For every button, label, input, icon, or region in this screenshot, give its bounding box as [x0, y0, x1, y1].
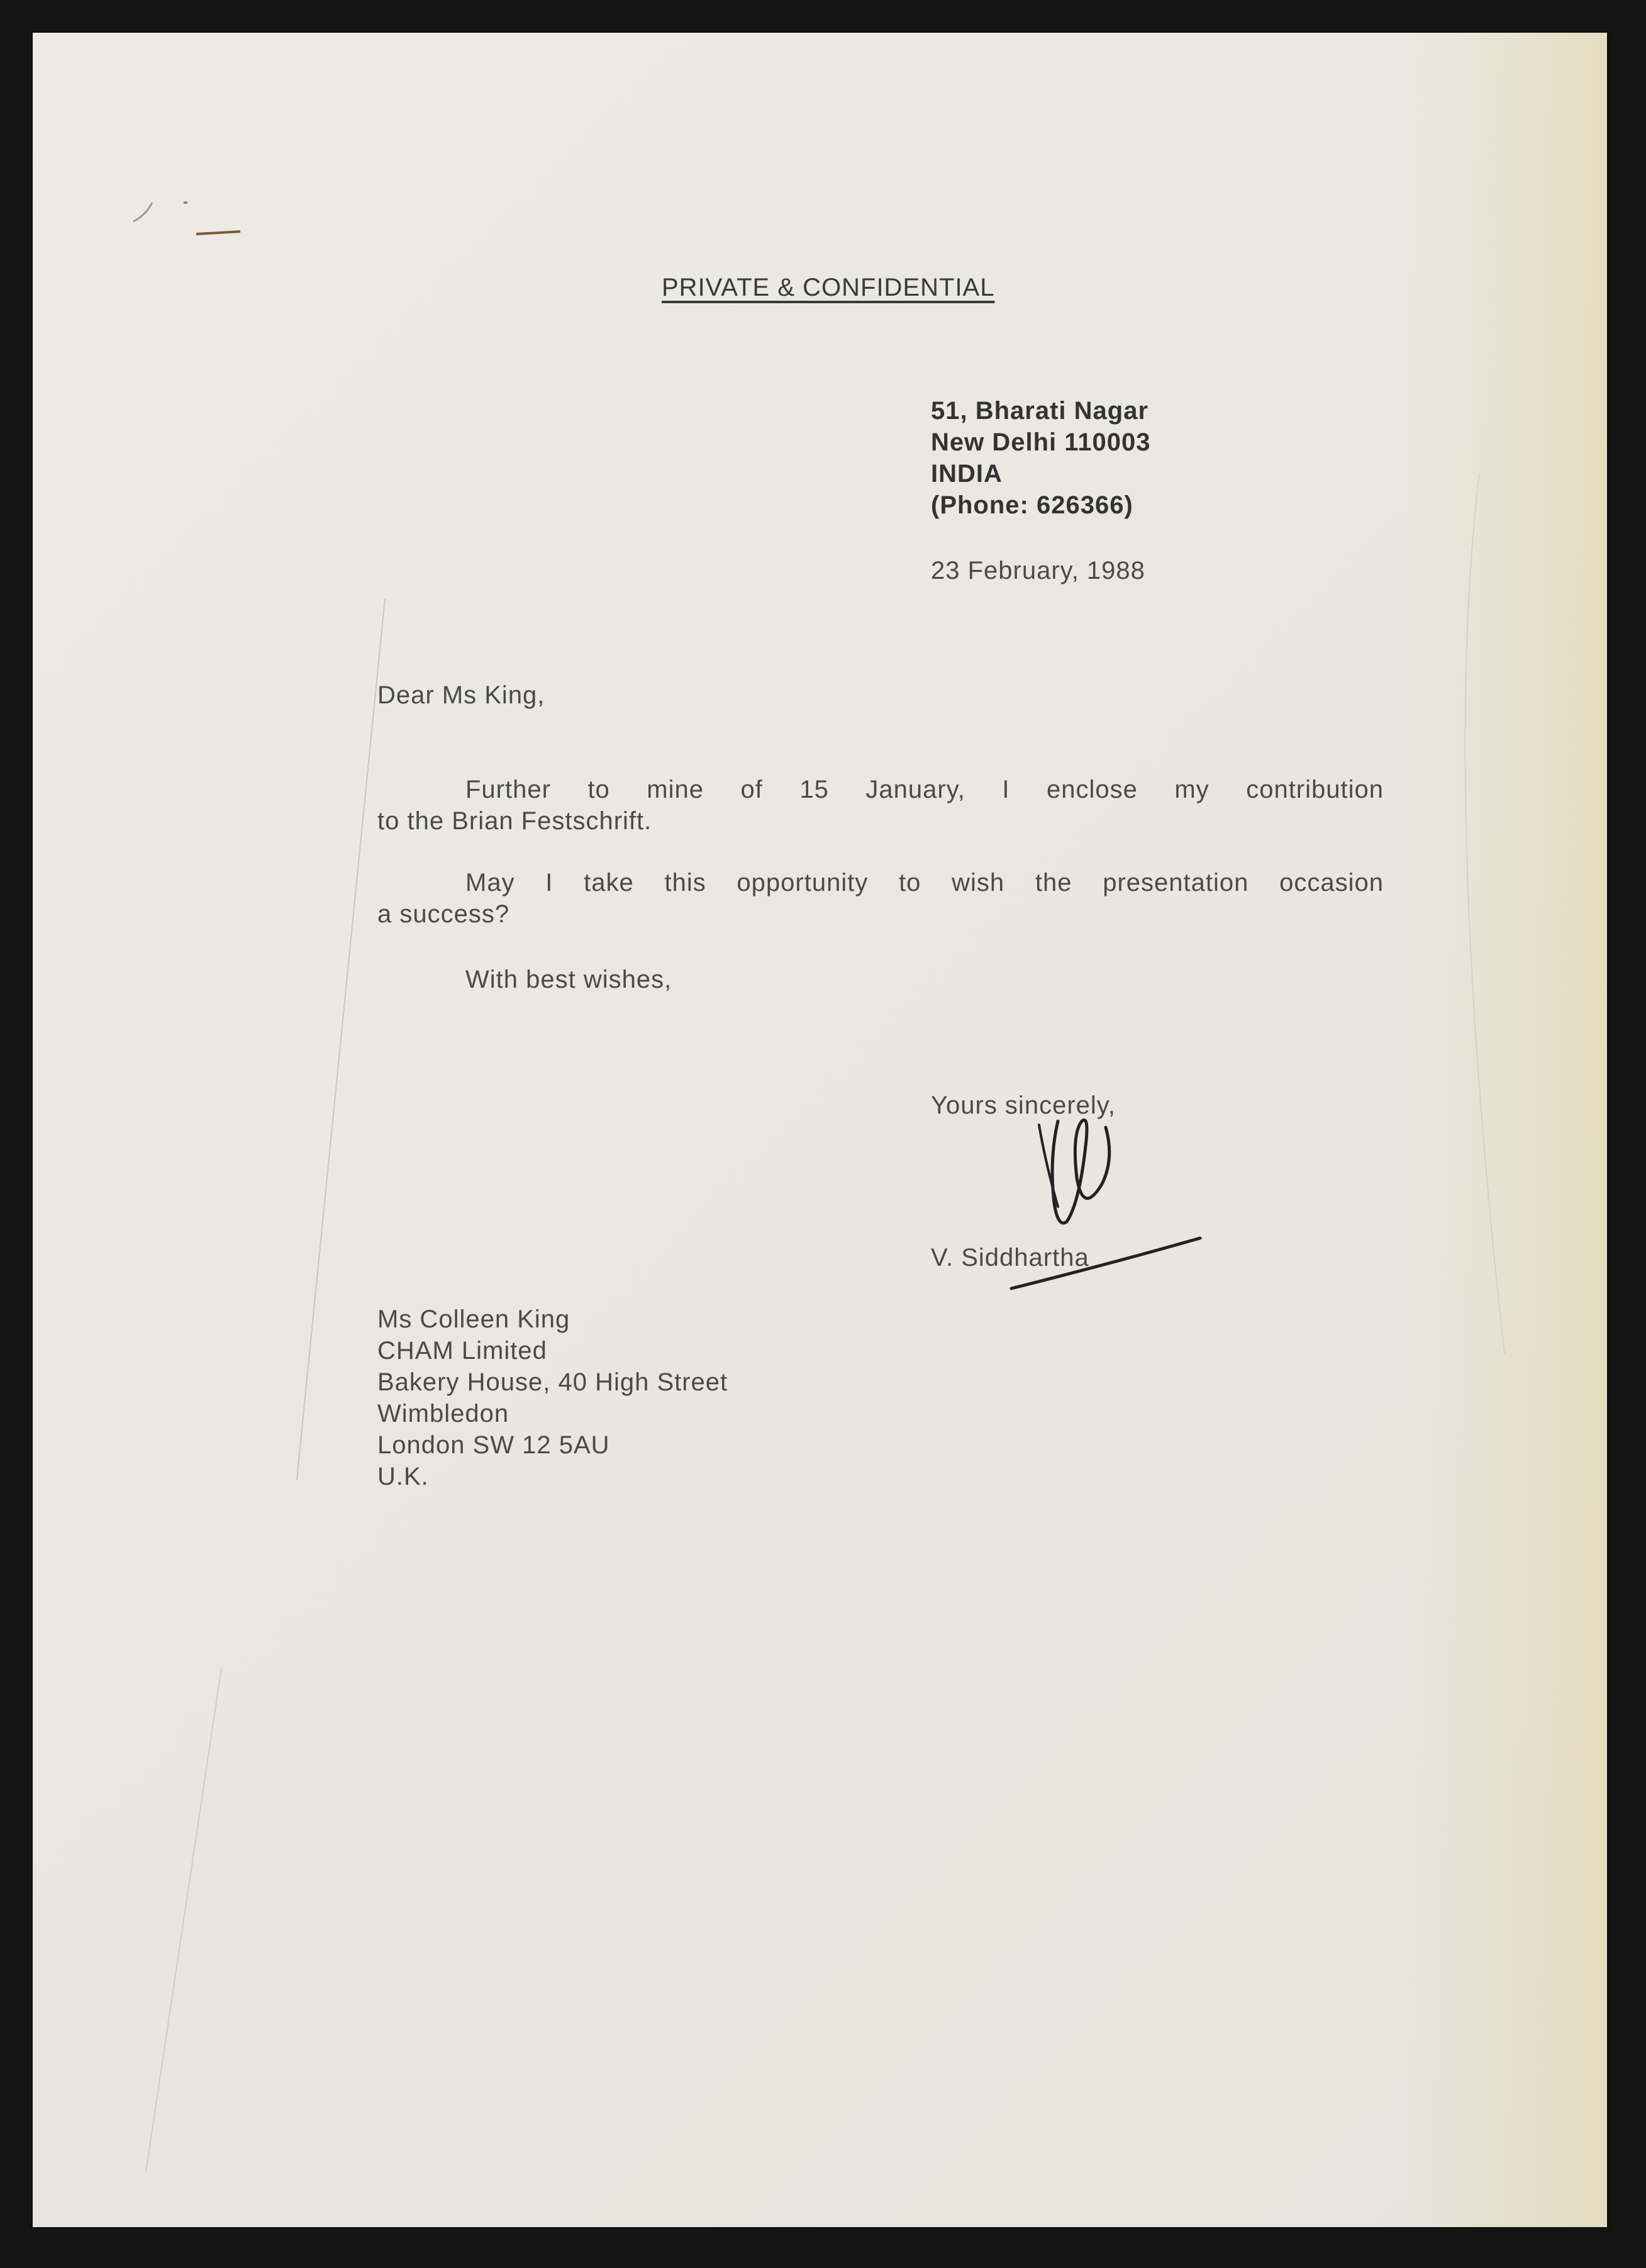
paragraph-line: a success?: [377, 900, 510, 928]
letter-page: [33, 33, 1607, 2227]
handwritten-signature: [989, 1096, 1240, 1322]
confidential-header: PRIVATE & CONFIDENTIAL: [662, 274, 995, 301]
salutation: Dear Ms King,: [377, 681, 545, 709]
body-paragraph: [377, 774, 1384, 837]
sender-address-line: (Phone: 626366): [931, 491, 1133, 519]
signer-name: V. Siddhartha: [931, 1244, 1089, 1271]
pencil-marks: [33, 33, 1607, 2227]
recipient-address-line: U.K.: [377, 1463, 429, 1490]
paragraph-line: May I take this opportunity to wish the presentation occasion: [465, 869, 1384, 897]
sender-address: [931, 395, 1151, 521]
recipient-address-line: London SW 12 5AU: [377, 1431, 610, 1459]
sender-address-line: New Delhi 110003: [931, 428, 1151, 456]
recipient-address-line: Ms Colleen King: [377, 1305, 570, 1333]
paper-discoloration: [1406, 33, 1607, 2227]
body-paragraph: [377, 867, 1384, 930]
letter-date: 23 February, 1988: [931, 557, 1145, 584]
sender-address-line: 51, Bharati Nagar: [931, 397, 1149, 425]
sender-address-line: INDIA: [931, 460, 1003, 488]
recipient-address-line: CHAM Limited: [377, 1337, 547, 1365]
recipient-address: [377, 1304, 728, 1492]
paragraph-line: to the Brian Festschrift.: [377, 807, 652, 835]
recipient-address-line: Bakery House, 40 High Street: [377, 1368, 728, 1396]
recipient-address-line: Wimbledon: [377, 1400, 509, 1427]
paragraph-line: Further to mine of 15 January, I enclose my contribution: [465, 776, 1384, 803]
closing-wish: With best wishes,: [465, 966, 672, 993]
complimentary-close: Yours sincerely,: [931, 1092, 1116, 1119]
